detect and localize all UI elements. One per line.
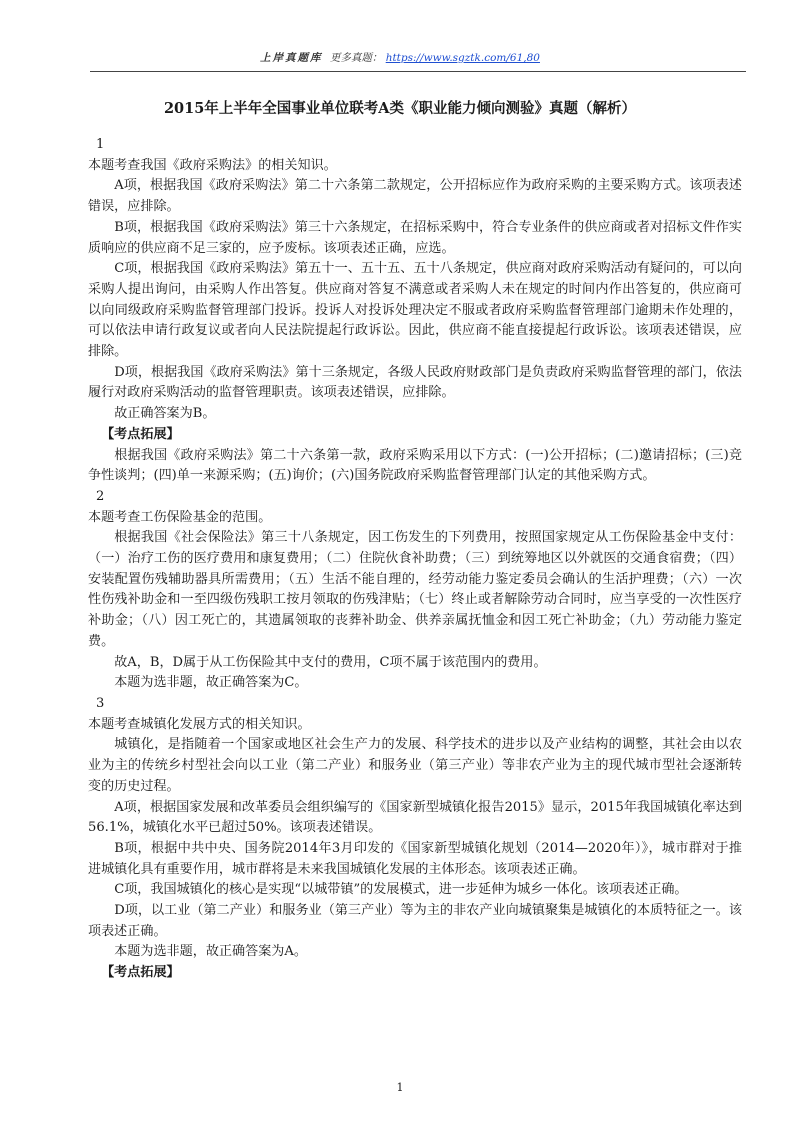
paragraph: 故A，B，D属于从工伤保险其中支付的费用，C项不属于该范围内的费用。 bbox=[114, 654, 547, 670]
paragraph: A项，根据我国《政府采购法》第二十六条第二款规定，公开招标应作为政府采购的主要采购方式。该项表述错误，应排除。 bbox=[88, 178, 742, 215]
page-number: 1 bbox=[396, 1081, 404, 1094]
document-title: 2015年上半年全国事业单位联考A类《职业能力倾向测验》真题（解析） bbox=[163, 100, 637, 117]
question-number: 3 bbox=[96, 695, 105, 711]
paragraph: A项，根据国家发展和改革委员会组织编写的《国家新型城镇化报告2015》显示，2015年我国城镇化率达到56.1%，城镇化水平已超过50%。该项表述错误。 bbox=[88, 799, 742, 836]
section-heading: 【考点拓展】 bbox=[101, 426, 180, 442]
answer-line: 本题为选非题，故正确答案为C。 bbox=[114, 675, 308, 691]
page-header bbox=[0, 50, 800, 65]
paragraph: 本题考查城镇化发展方式的相关知识。 bbox=[88, 716, 311, 732]
paragraph: 城镇化，是指随着一个国家或地区社会生产力的发展、科学技术的进步以及产业结构的调整，其社会由以农业为主的传统乡村型社会向以工业（第二产业）和服务业（第三产业）等非农产业为主的现代城市型社会逐渐转变的历史过程。 bbox=[88, 737, 742, 794]
paragraph: C项，根据我国《政府采购法》第五十一、五十五、五十八条规定，供应商对政府采购活动有疑问的，可以向采购人提出询问，由采购人作出答复。供应商对答复不满意或者采购人未在规定的时间内作出答复的，供应商可以向同级政府采购监督管理部门投诉。投诉人对投诉处理决定不服或者政府采购监督管理部门逾期未作处理的，可以依法申请行政复议或者向人民法院提起行政诉讼。因此，供应商不能直接提起行政诉讼。该项表述错误，应排除。 bbox=[88, 261, 742, 360]
header-divider bbox=[90, 71, 746, 72]
paragraph: D项，根据我国《政府采购法》第十三条规定，各级人民政府财政部门是负责政府采购监督管理的部门，依法履行对政府采购活动的监督管理职责。该项表述错误，应排除。 bbox=[88, 364, 742, 401]
paragraph: 根据我国《政府采购法》第二十六条第一款，政府采购采用以下方式：(一)公开招标；(二)邀请招标；(三)竞争性谈判；(四)单一来源采购；(五)询价；(六)国务院政府采购监督管理部门认定的其他采购方式。 bbox=[88, 447, 742, 484]
paragraph: D项，以工业（第二产业）和服务业（第三产业）等为主的非农产业向城镇聚集是城镇化的本质特征之一。该项表述正确。 bbox=[88, 903, 742, 939]
section-heading: 【考点拓展】 bbox=[101, 965, 180, 981]
question-number: 2 bbox=[96, 488, 105, 504]
paragraph: 本题考查我国《政府采购法》的相关知识。 bbox=[88, 157, 337, 173]
paragraph: 根据我国《社会保险法》第三十八条规定，因工伤发生的下列费用，按照国家规定从工伤保险基金中支付：（一）治疗工伤的医疗费用和康复费用；（二）住院伙食补助费；（三）到统筹地区以外就医的交通食宿费；（四）安装配置伤残辅助器具所需费用；（五）生活不能自理的，经劳动能力鉴定委员会确认的生活护理费；（六）一次性伤残补助金和一至四级伤残职工按月领取的伤残津贴；（七）终止或者解除劳动合同时，应当享受的一次性医疗补助金；（八）因工死亡的，其遗属领取的丧葬补助金、供养亲属抚恤金和因工死亡补助金；（九）劳动能力鉴定费。 bbox=[88, 530, 742, 649]
answer-line: 故正确答案为B。 bbox=[114, 406, 216, 422]
site-brand: 上岸真题库 bbox=[260, 52, 323, 64]
question-number: 1 bbox=[96, 137, 105, 152]
paragraph: B项，根据中共中央、国务院2014年3月印发的《国家新型城镇化规划（2014—2020年）》，城市群对于推进城镇化具有重要作用，城市群将是未来我国城镇化发展的主体形态。该项表述正确。 bbox=[88, 840, 742, 877]
site-link[interactable]: https://www.sgztk.com/61,80 bbox=[385, 52, 540, 64]
more-label: 更多真题： bbox=[329, 52, 383, 64]
document-body bbox=[88, 135, 742, 984]
paragraph: 本题考查工伤保险基金的范围。 bbox=[88, 509, 272, 525]
paragraph: B项，根据我国《政府采购法》第三十六条规定，在招标采购中，符合专业条件的供应商或者对招标文件作实质响应的供应商不足三家的，应予废标。该项表述正确，应选。 bbox=[88, 219, 742, 256]
paragraph: C项，我国城镇化的核心是实现“以城带镇”的发展模式，进一步延伸为城乡一体化。该项表述正确。 bbox=[114, 882, 688, 898]
answer-line: 本题为选非题，故正确答案为A。 bbox=[114, 944, 307, 960]
